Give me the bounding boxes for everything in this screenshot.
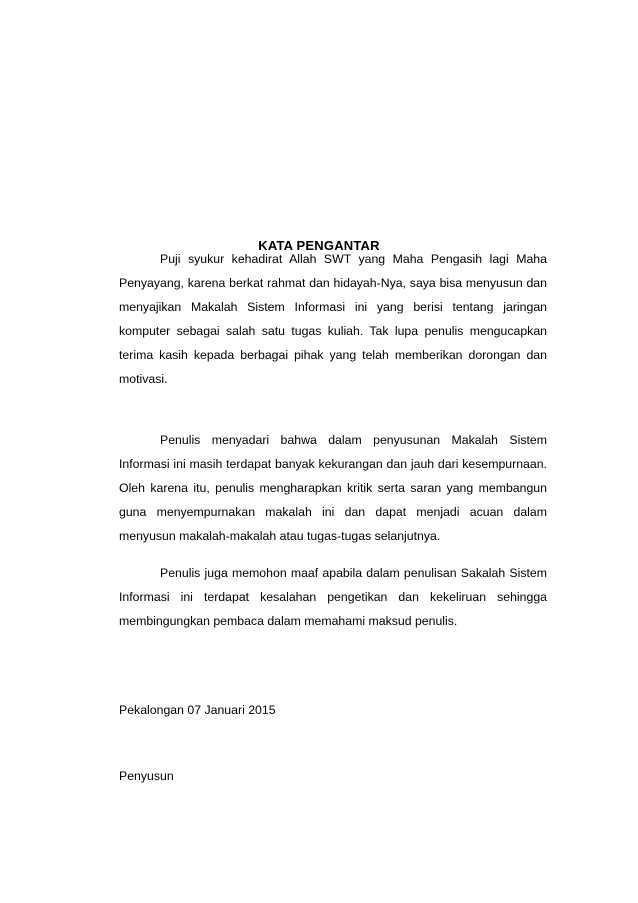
paragraph-apology: Penulis juga memohon maaf apabila dalam penulisan Sakalah Sistem Informasi ini terdapat kesalahan pengetikan dan kekeliruan sehingga membingungkan pembaca dalam memahami maksud penulis. — [119, 566, 547, 628]
place-date: Pekalongan 07 Januari 2015 — [119, 703, 276, 717]
paragraph-shortcomings: Penulis menyadari bahwa dalam penyusunan Makalah Sistem Informasi ini masih terdapat banyak kekurangan dan jauh dari kesempurnaan. Oleh karena itu, penulis mengharapkan kritik serta saran yang membangun guna menyempurnakan makalah ini dan dapat menjadi acuan dalam menyusun makalah-makalah atau tugas-tugas selanjutnya. — [119, 433, 547, 543]
document-title: KATA PENGANTAR — [258, 238, 380, 253]
signer-label: Penyusun — [119, 769, 174, 783]
paragraph-opening: Puji syukur kehadirat Allah SWT yang Maha Pengasih lagi Maha Penyayang, karena berkat rahmat dan hidayah-Nya, saya bisa menyusun dan menyajikan Makalah Sistem Informasi ini yang berisi tentang jaringan komputer sebagai salah satu tugas kuliah. Tak lupa penulis mengucapkan terima kasih kepada berbagai pihak yang telah memberikan dorongan dan motivasi. — [119, 252, 547, 386]
